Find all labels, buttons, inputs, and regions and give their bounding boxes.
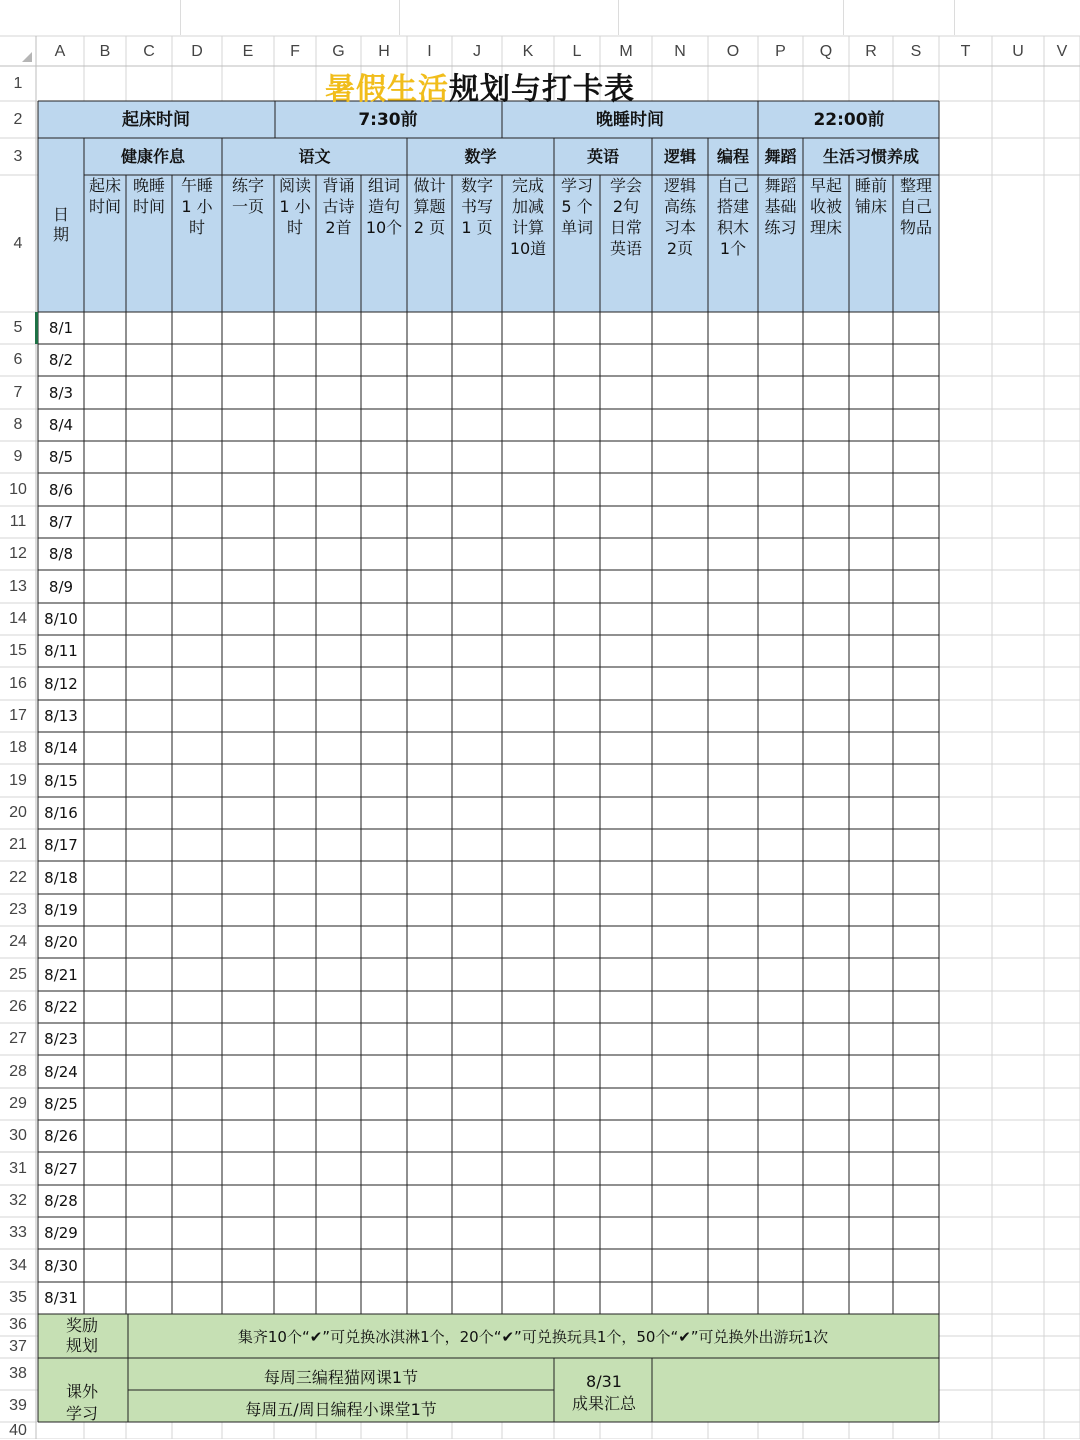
date-cell[interactable]: 8/3: [48, 383, 74, 402]
row-header-32[interactable]: 32: [9, 1192, 27, 1209]
task-header-7[interactable]: 组词 造句 10个: [365, 176, 403, 237]
date-cell[interactable]: 8/6: [48, 480, 74, 499]
task-header-13[interactable]: 逻辑 高练 习本 2页: [663, 176, 696, 258]
row-header-4[interactable]: 4: [13, 234, 23, 252]
date-cell[interactable]: 8/4: [48, 416, 74, 434]
column-header-t[interactable]: T: [960, 43, 971, 60]
sleep-time-value[interactable]: 22:00前: [813, 110, 885, 130]
row-header-22[interactable]: 22: [9, 868, 27, 886]
column-header-p[interactable]: P: [775, 43, 786, 60]
row-header-29[interactable]: 29: [9, 1095, 27, 1112]
task-header-8[interactable]: 做计 算题 2 页: [413, 176, 446, 237]
date-cell[interactable]: 8/16: [44, 804, 78, 822]
row-header-31[interactable]: 31: [9, 1159, 27, 1177]
row-header-35[interactable]: 35: [9, 1289, 27, 1306]
date-cell[interactable]: 8/26: [44, 1127, 78, 1145]
date-cell[interactable]: 8/21: [44, 965, 78, 984]
row-header-15[interactable]: 15: [9, 642, 27, 659]
column-header-e[interactable]: E: [242, 43, 254, 60]
row-header-6[interactable]: 6: [13, 351, 23, 368]
task-header-4[interactable]: 练字 一页: [231, 176, 264, 216]
date-cell[interactable]: 8/19: [44, 901, 78, 919]
row-header-23[interactable]: 23: [9, 901, 27, 918]
column-header-q[interactable]: Q: [819, 43, 833, 60]
row-header-28[interactable]: 28: [9, 1062, 27, 1080]
task-header-17[interactable]: 睡前 铺床: [854, 176, 887, 216]
row-header-33[interactable]: 33: [9, 1224, 27, 1241]
row-header-7[interactable]: 7: [13, 383, 23, 401]
date-cell[interactable]: 8/9: [48, 577, 74, 596]
task-header-12[interactable]: 学会 2句 日常 英语: [609, 176, 642, 258]
date-cell[interactable]: 8/1: [48, 319, 74, 337]
row-header-10[interactable]: 10: [9, 480, 27, 498]
category-2[interactable]: 语文: [298, 147, 331, 166]
task-header-18[interactable]: 整理 自己 物品: [899, 176, 932, 237]
row-header-12[interactable]: 12: [9, 545, 27, 562]
column-header-g[interactable]: G: [332, 43, 345, 60]
sleep-time-label[interactable]: 晚睡时间: [596, 110, 664, 130]
category-7[interactable]: 舞蹈: [764, 147, 797, 166]
date-cell[interactable]: 8/14: [44, 739, 78, 757]
date-cell[interactable]: 8/23: [44, 1030, 78, 1048]
date-cell[interactable]: 8/10: [44, 610, 78, 628]
title-highlight: 暑假生活: [325, 72, 449, 107]
row-header-13[interactable]: 13: [9, 577, 27, 595]
date-cell[interactable]: 8/11: [44, 642, 78, 660]
date-cell[interactable]: 8/13: [44, 707, 78, 725]
reward-text[interactable]: 集齐10个“✔”可兑换冰淇淋1个，20个“✔”可兑换玩具1个，50个“✔”可兑换外出游玩1次: [237, 1328, 829, 1346]
wake-time-label[interactable]: 起床时间: [122, 110, 190, 130]
task-header-2[interactable]: 晚睡 时间: [132, 176, 165, 216]
column-header-d[interactable]: D: [191, 43, 203, 60]
date-cell[interactable]: 8/18: [44, 868, 78, 887]
date-cell[interactable]: 8/25: [44, 1095, 78, 1113]
category-6[interactable]: 编程: [716, 147, 749, 166]
task-header-1[interactable]: 起床 时间: [88, 176, 121, 216]
date-cell[interactable]: 8/22: [44, 998, 78, 1016]
wake-time-value[interactable]: 7:30前: [358, 110, 418, 130]
category-4[interactable]: 英语: [586, 147, 619, 166]
extra-study-line2[interactable]: 每周五/周日编程小课堂1节: [245, 1400, 437, 1419]
task-header-15[interactable]: 舞蹈 基础 练习: [764, 176, 797, 237]
row-header-38[interactable]: 38: [9, 1365, 27, 1382]
row-header-19[interactable]: 19: [9, 771, 27, 789]
row-header-5[interactable]: 5: [13, 319, 23, 336]
task-header-14[interactable]: 自己 搭建 积木 1个: [716, 176, 749, 258]
column-header-m[interactable]: M: [619, 43, 633, 60]
category-8[interactable]: 生活习惯养成: [822, 147, 919, 166]
task-header-9[interactable]: 数字 书写 1 页: [460, 176, 493, 237]
column-header-i[interactable]: I: [427, 43, 432, 60]
row-header-20[interactable]: 20: [9, 804, 27, 821]
row-header-11[interactable]: 11: [9, 513, 27, 530]
row-header-2[interactable]: 2: [13, 110, 23, 128]
column-header-f[interactable]: F: [290, 43, 300, 60]
row-header-17[interactable]: 17: [9, 707, 27, 724]
column-header-c[interactable]: C: [143, 43, 155, 60]
column-header-u[interactable]: U: [1012, 43, 1024, 60]
category-3[interactable]: 数学: [464, 147, 497, 166]
date-cell[interactable]: 8/17: [44, 836, 78, 854]
row-header-8[interactable]: 8: [13, 416, 23, 433]
task-header-6[interactable]: 背诵 古诗 2首: [322, 176, 355, 237]
date-cell[interactable]: 8/12: [44, 674, 78, 693]
row-header-21[interactable]: 21: [9, 836, 27, 853]
task-header-16[interactable]: 早起 收被 理床: [809, 176, 842, 237]
date-header[interactable]: 日 期: [52, 205, 69, 244]
extra-study-label[interactable]: 课外 学习: [65, 1382, 98, 1423]
date-cell[interactable]: 8/29: [44, 1224, 78, 1242]
row-header-34[interactable]: 34: [9, 1256, 27, 1274]
column-header-a[interactable]: A: [54, 43, 66, 60]
row-header-40[interactable]: 40: [9, 1421, 27, 1439]
summary-label[interactable]: 8/31 成果汇总: [571, 1372, 636, 1413]
task-header-3[interactable]: 午睡 1 小 时: [180, 176, 213, 237]
column-header-b[interactable]: B: [99, 43, 111, 60]
date-cell[interactable]: 8/24: [44, 1062, 78, 1081]
row-header-9[interactable]: 9: [13, 448, 23, 465]
row-header-27[interactable]: 27: [9, 1030, 27, 1047]
date-cell[interactable]: 8/8: [48, 545, 74, 563]
row-header-36[interactable]: 36: [9, 1316, 27, 1333]
row-header-16[interactable]: 16: [9, 674, 27, 692]
sheet-title: [280, 64, 680, 108]
row-header-1[interactable]: 1: [13, 74, 23, 92]
date-cell[interactable]: 8/31: [44, 1289, 78, 1307]
date-cell[interactable]: 8/28: [44, 1192, 78, 1210]
column-header-o[interactable]: O: [726, 43, 740, 60]
row-header-30[interactable]: 30: [9, 1127, 27, 1144]
reward-label[interactable]: 奖励 规划: [65, 1316, 98, 1355]
row-header-25[interactable]: 25: [9, 965, 27, 983]
date-cell[interactable]: 8/2: [48, 351, 74, 369]
column-header-s[interactable]: S: [910, 43, 922, 60]
date-cell[interactable]: 8/15: [44, 771, 78, 790]
row-header-3[interactable]: 3: [13, 147, 23, 165]
extra-study-line1[interactable]: 每周三编程猫网课1节: [263, 1368, 419, 1387]
category-1[interactable]: 健康作息: [120, 147, 185, 166]
row-header-18[interactable]: 18: [9, 739, 27, 756]
row-header-14[interactable]: 14: [9, 610, 27, 627]
date-cell[interactable]: 8/7: [48, 513, 74, 531]
column-header-h[interactable]: H: [378, 43, 390, 60]
row-header-39[interactable]: 39: [9, 1397, 27, 1414]
task-header-10[interactable]: 完成 加减 计算 10道: [509, 176, 547, 258]
date-cell[interactable]: 8/5: [48, 448, 74, 466]
column-header-n[interactable]: N: [674, 43, 686, 60]
row-header-24[interactable]: 24: [9, 933, 27, 950]
row-header-37[interactable]: 37: [9, 1338, 27, 1355]
date-cell[interactable]: 8/30: [44, 1256, 78, 1275]
column-header-k[interactable]: K: [522, 43, 534, 60]
column-header-l[interactable]: L: [572, 43, 582, 60]
category-5[interactable]: 逻辑: [663, 147, 696, 166]
row-header-26[interactable]: 26: [9, 998, 27, 1015]
title-rest: 规划与打卡表: [449, 72, 635, 107]
date-cell[interactable]: 8/27: [44, 1159, 78, 1178]
date-cell[interactable]: 8/20: [44, 933, 78, 951]
task-header-11[interactable]: 学习 5 个 单词: [560, 176, 593, 237]
task-header-5[interactable]: 阅读 1 小 时: [278, 176, 311, 237]
column-header-r[interactable]: R: [865, 43, 877, 60]
column-header-j[interactable]: J: [473, 43, 481, 60]
column-header-v[interactable]: V: [1056, 43, 1068, 60]
